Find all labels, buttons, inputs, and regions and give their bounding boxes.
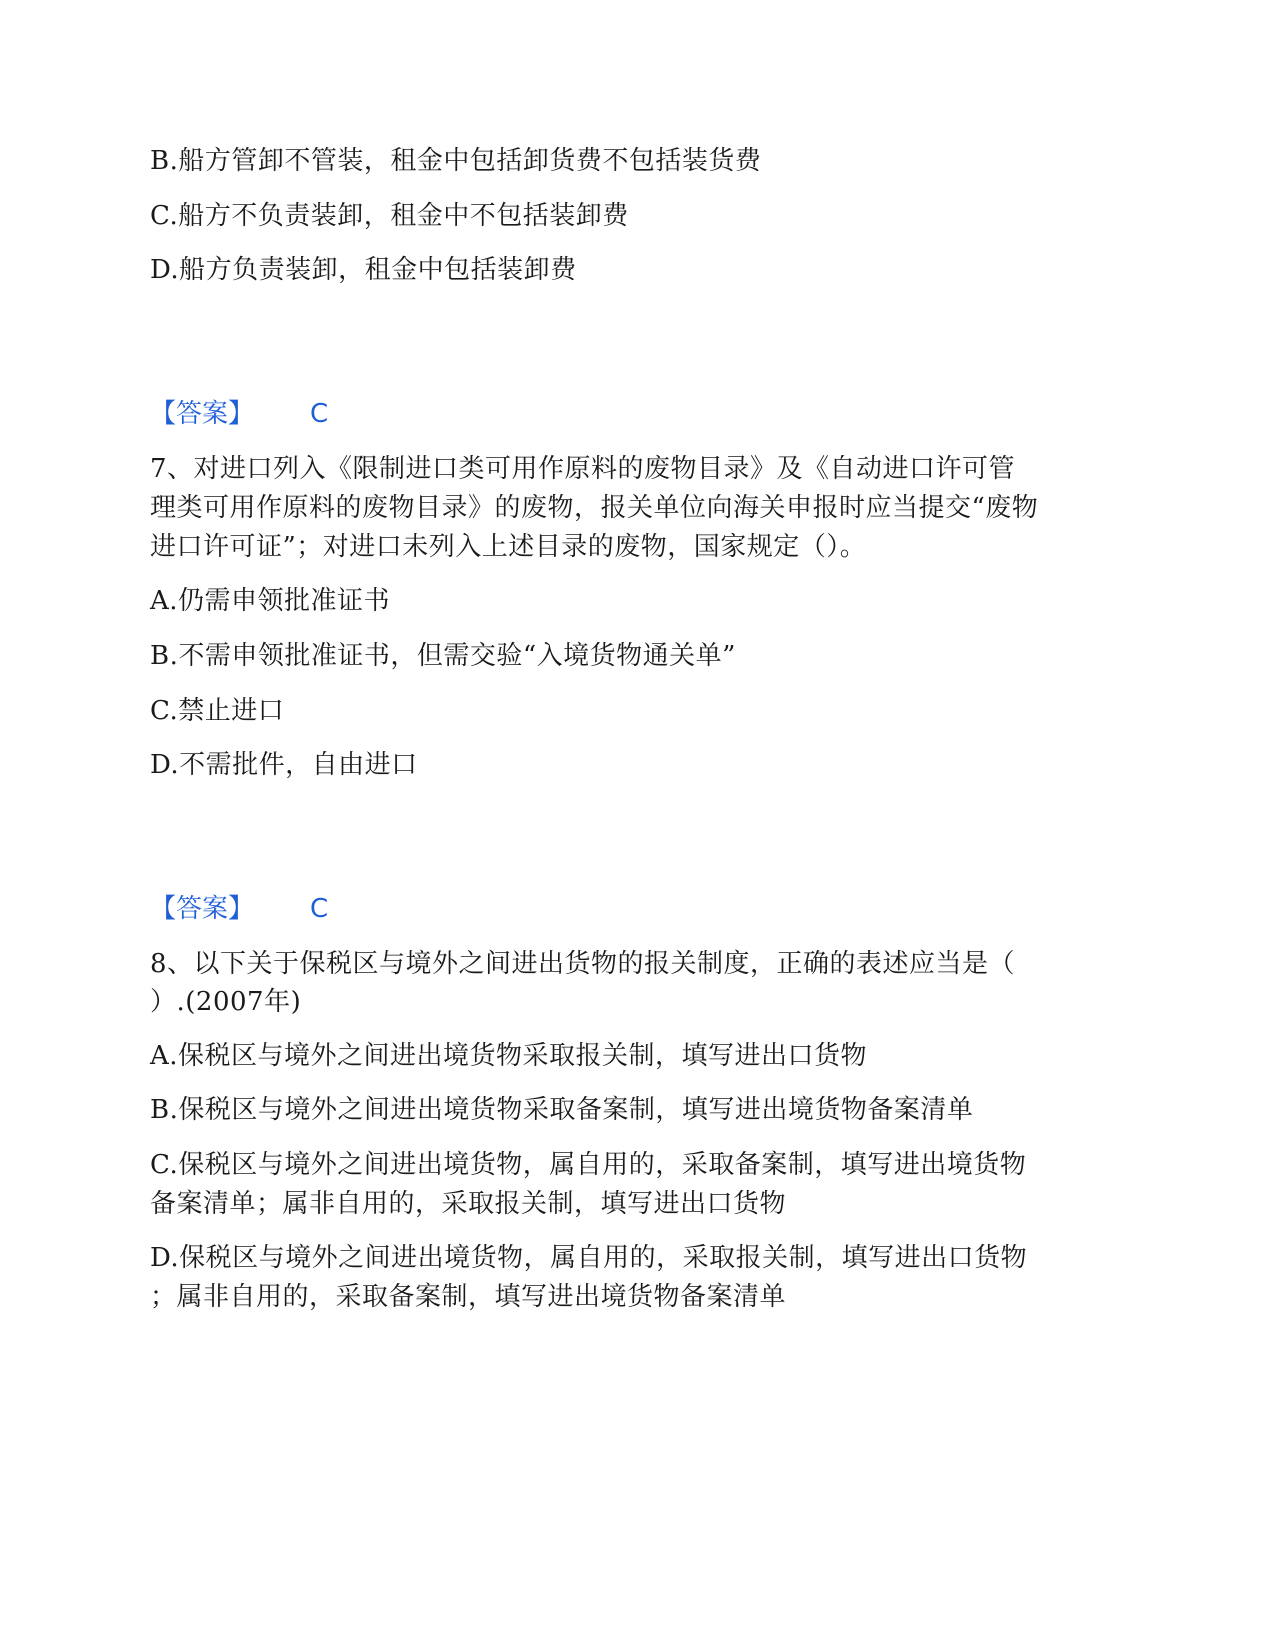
q8-option-b: B.保税区与境外之间进出境货物采取备案制，填写进出境货物备案清单 <box>150 1095 974 1125</box>
q7-stem-line-3: 进口许可证”；对进口未列入上述目录的废物，国家规定（）。 <box>150 532 867 562</box>
q8-option-d-line-1: D.保税区与境外之间进出境货物，属自用的，采取报关制，填写进出口货物 <box>150 1243 1028 1273</box>
q7-option-c: C.禁止进口 <box>150 696 285 726</box>
q7-stem-line-1: 7、对进口列入《限制进口类可用作原料的废物目录》及《自动进口许可管 <box>150 454 1016 484</box>
q6-answer <box>150 396 329 432</box>
q7-answer-value: C <box>310 894 329 924</box>
q8-option-c-line-1: C.保税区与境外之间进出境货物，属自用的，采取备案制，填写进出境货物 <box>150 1150 1027 1180</box>
q6-option-c: C.船方不负责装卸，租金中不包括装卸费 <box>150 201 629 231</box>
q7-option-b: B.不需申领批准证书，但需交验“入境货物通关单” <box>150 641 736 671</box>
q7-answer <box>150 891 329 927</box>
q6-option-d: D.船方负责装卸，租金中包括装卸费 <box>150 255 577 285</box>
q7-stem-line-2: 理类可用作原料的废物目录》的废物，报关单位向海关申报时应当提交“废物 <box>150 493 1039 523</box>
q8-stem-line-1: 8、以下关于保税区与境外之间进出货物的报关制度，正确的表述应当是（ <box>150 949 1016 979</box>
q7-option-a: A.仍需申领批准证书 <box>150 586 391 616</box>
q8-option-c-line-2: 备案清单；属非自用的，采取报关制，填写进出口货物 <box>150 1189 787 1219</box>
q6-answer-label: 【答案】 <box>150 399 255 429</box>
q8-option-a: A.保税区与境外之间进出境货物采取报关制，填写进出口货物 <box>150 1041 868 1071</box>
q8-option-d-line-2: ；属非自用的，采取备案制，填写进出境货物备案清单 <box>150 1282 787 1312</box>
q7-option-d: D.不需批件，自由进口 <box>150 750 418 780</box>
q7-answer-label: 【答案】 <box>150 894 255 924</box>
q6-answer-value: C <box>310 399 329 429</box>
q6-option-b: B.船方管卸不管装，租金中包括卸货费不包括装货费 <box>150 146 762 176</box>
q8-stem-line-2: ）.(2007年) <box>150 987 302 1017</box>
